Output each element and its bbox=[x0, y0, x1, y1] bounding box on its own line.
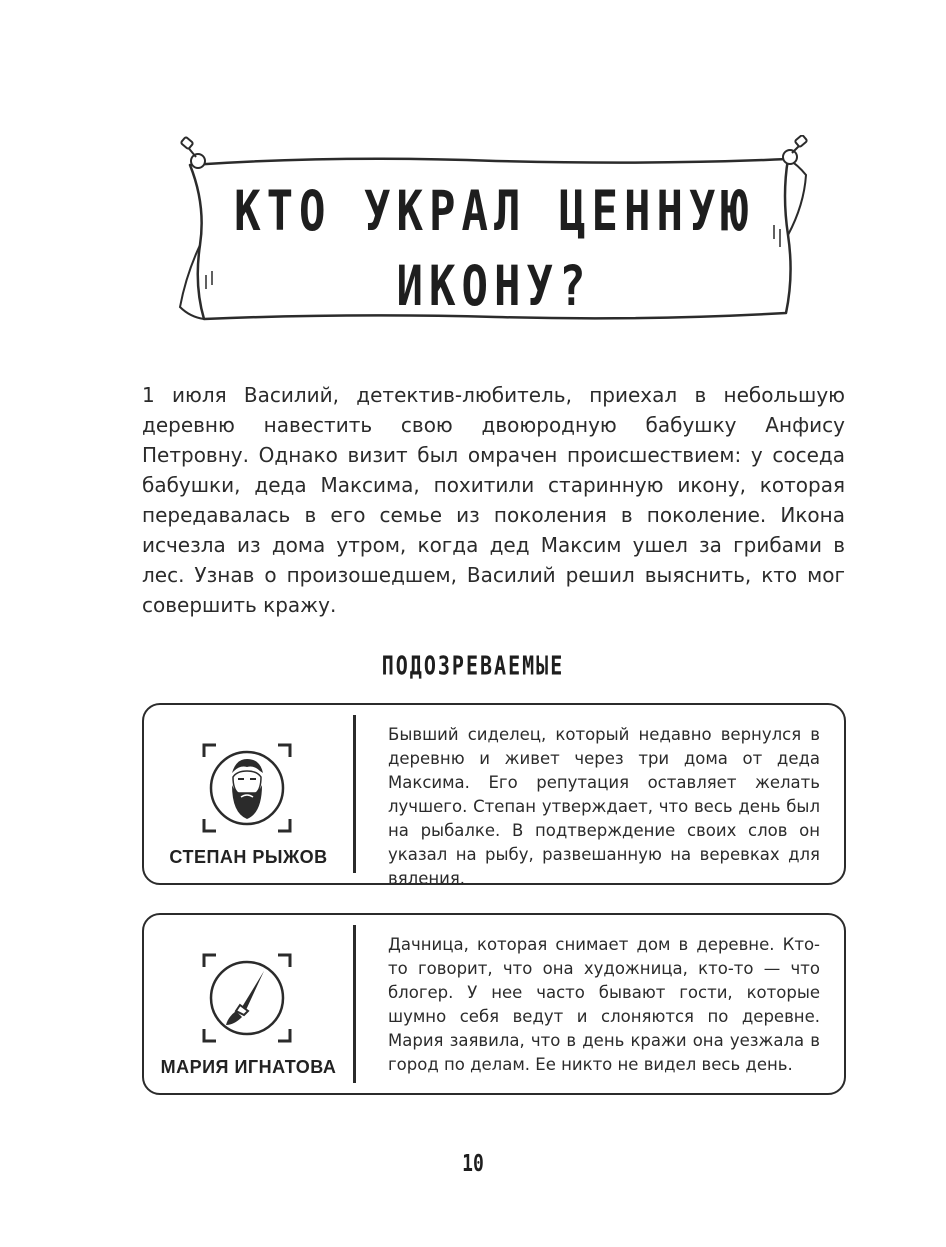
suspect-card bbox=[142, 703, 846, 888]
suspects-heading: ПОДОЗРЕВАЕМЫЕ bbox=[381, 650, 565, 682]
suspect-card bbox=[142, 913, 846, 1095]
suspect-description: Дачница, которая снимает дом в деревне. Кто-то говорит, что она художница, кто-то — что блогер. У нее часто бывают гости, которые шумно себя ведут и слоняются по деревне. Мария заявила, что в день кражи она уезжала в город по делам. Ее никто не видел весь день. bbox=[388, 935, 820, 1074]
suspect-name: СТЕПАН РЫЖОВ bbox=[169, 847, 328, 867]
pin-left-icon bbox=[181, 137, 205, 168]
title-banner bbox=[176, 135, 812, 335]
paintbrush-icon bbox=[202, 953, 292, 1043]
suspect-description: Бывший сиделец, который недавно вернулся в деревню и живет через три дома от деда Максима. Его репутация оставляет желать лучшего. Степан утверждает, что весь день был на рыбалке. В подтверждение своих слов он указал на рыбу, развешанную на веревках для вяления. bbox=[388, 725, 820, 888]
bearded-man-icon bbox=[202, 743, 292, 833]
intro-paragraph: 1 июля Василий, детектив-любитель, приехал в небольшую деревню навестить свою двоюродную бабушку Анфису Петровну. Однако визит был омрачен происшествием: у соседа бабушки, деда Максима, похитили старинную икону, которая передавалась в его семье из поколения в поколение. Икона исчезла из дома утром, когда дед Максим ушел за грибами в лес. Узнав о произошедшем, Василий решил выяснить, кто мог совершить кражу. bbox=[142, 383, 845, 617]
card-divider bbox=[353, 925, 356, 1083]
page-title: КТО УКРАЛ ЦЕННУЮ ИКОНУ? bbox=[234, 180, 754, 319]
pin-right-icon bbox=[783, 135, 807, 164]
page-number: 10 bbox=[462, 1150, 484, 1178]
card-divider bbox=[353, 715, 356, 873]
suspect-name: МАРИЯ ИГНАТОВА bbox=[160, 1057, 337, 1077]
